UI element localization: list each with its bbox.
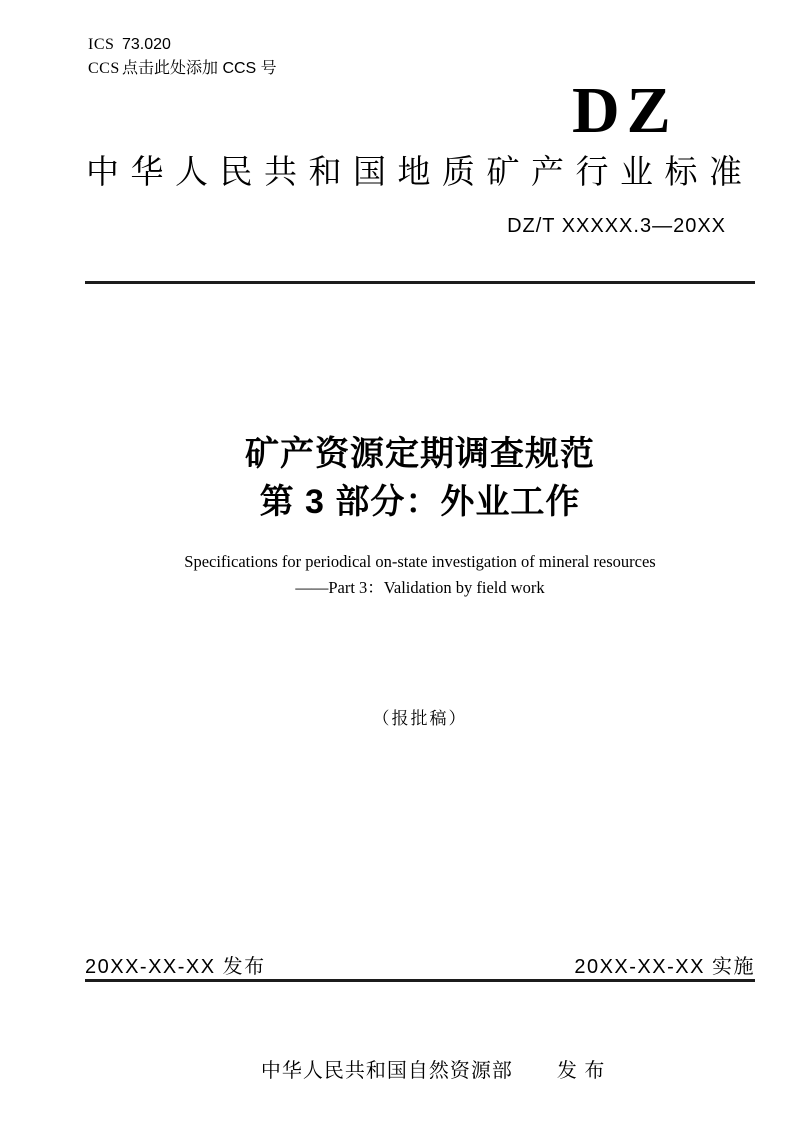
draft-status-note: （报批稿） [372, 709, 468, 728]
standard-category-title: 中华人民共和国地质矿产行业标准 [86, 153, 748, 190]
publish-action-label: 发 布 [556, 1060, 606, 1082]
classification-block [88, 33, 277, 81]
document-title [85, 430, 755, 526]
header-divider [85, 281, 755, 284]
ics-line [88, 33, 277, 57]
english-title-line1: Specifications for periodical on-state investigation of mineral resources [184, 552, 656, 571]
ccs-label: CCS [88, 60, 120, 77]
ics-value: 73.020 [122, 36, 171, 53]
english-title [85, 549, 755, 601]
date-row [85, 950, 755, 979]
ccs-placeholder[interactable]: 点击此处添加 CCS 号 [122, 60, 277, 77]
ics-label: ICS [88, 36, 115, 53]
ccs-line [88, 57, 277, 81]
standard-number: DZ/T XXXXX.3—20XX [507, 215, 726, 237]
publisher-row [85, 1031, 755, 1106]
document-title-line2: 第 3 部分：外业工作 [259, 483, 581, 521]
implementation-date: 20XX-XX-XX 实施 [574, 956, 755, 978]
document-title-line1: 矿产资源定期调查规范 [245, 435, 595, 473]
footer-divider [85, 979, 755, 982]
english-title-line2: ——Part 3：Validation by field work [295, 578, 545, 597]
standard-code-logo: DZ [572, 74, 678, 147]
release-date: 20XX-XX-XX 发布 [85, 956, 266, 978]
publisher-name: 中华人民共和国自然资源部 [260, 1060, 513, 1082]
